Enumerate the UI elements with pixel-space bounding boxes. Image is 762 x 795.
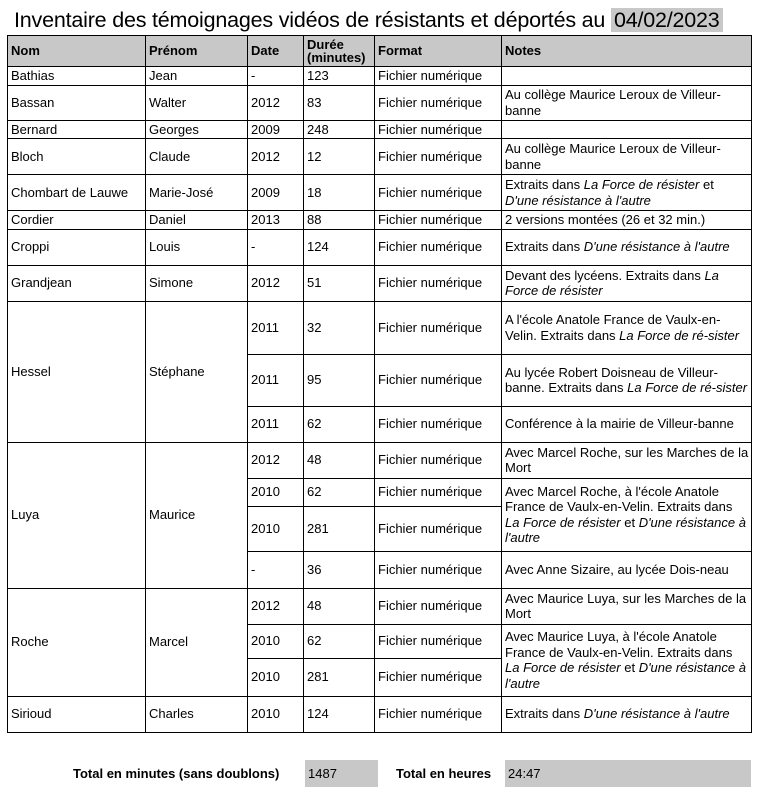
cell-duree: 123 [304,67,375,86]
total-heures-value: 24:47 [505,760,751,787]
cell-nom: Hessel [8,301,146,442]
cell-format: Fichier numérique [375,120,502,139]
notes-title: D'une résistance à l'autre [505,192,651,208]
header-duree [304,36,375,67]
cell-prenom: Daniel [146,211,248,230]
table-row [8,120,752,139]
notes-text: Extraits dans [505,177,584,192]
cell-date: - [248,67,304,86]
table-row [8,301,752,354]
cell-duree: 88 [304,211,375,230]
cell-format: Fichier numérique [375,211,502,230]
header-duree-line2: (minutes) [307,50,366,65]
cell-format: Fichier numérique [375,301,502,354]
cell-format: Fichier numérique [375,175,502,211]
cell-duree: 124 [304,229,375,265]
cell-date: 2012 [248,588,304,624]
cell-prenom: Marie-José [146,175,248,211]
table-row [8,588,752,624]
table-row [8,696,752,732]
notes-title: D'une résistance à l'autre [583,706,730,722]
cell-notes [502,120,752,139]
cell-duree: 281 [304,506,375,551]
cell-duree: 62 [304,406,375,442]
cell-notes: Conférence à la mairie de Villeur-banne [502,406,752,442]
cell-prenom: Stéphane [146,301,248,442]
cell-notes [502,175,752,211]
cell-nom: Luya [8,442,146,588]
notes-text: Devant des lycéens. Extraits dans [505,267,705,283]
table-row [8,139,752,175]
cell-nom: Bassan [8,85,146,120]
notes-title: La Force de résister [505,267,719,298]
cell-duree: 48 [304,442,375,478]
cell-notes [502,354,752,406]
cell-duree: 36 [304,551,375,588]
cell-prenom: Claude [146,139,248,175]
cell-date: 2010 [248,506,304,551]
title-date: 04/02/2023 [611,8,723,32]
cell-duree: 83 [304,85,375,120]
cell-notes [502,696,752,732]
cell-format: Fichier numérique [375,67,502,86]
notes-text: Au lycée Robert Doisneau de Villeur-banne. Extraits dans [505,364,718,395]
inventory-table [7,35,752,733]
header-duree-line1: Durée [307,37,344,52]
notes-title: La Force de ré-sister [619,327,740,343]
cell-duree: 32 [304,301,375,354]
cell-notes: Avec Anne Sizaire, au lycée Dois-neau [502,551,752,588]
notes-text: et [699,177,714,192]
cell-nom: Grandjean [8,265,146,301]
cell-nom: Cordier [8,211,146,230]
cell-nom: Bathias [8,67,146,86]
cell-prenom: Maurice [146,442,248,588]
cell-date: 2009 [248,120,304,139]
header-date: Date [248,36,304,67]
notes-title: D'une résistance à l'autre [505,660,746,691]
cell-format: Fichier numérique [375,696,502,732]
notes-text: Extraits dans [505,239,584,255]
total-minutes-label: Total en minutes (sans doublons) [73,766,280,781]
cell-date: 2009 [248,175,304,211]
cell-format: Fichier numérique [375,85,502,120]
cell-date: 2012 [248,139,304,175]
cell-format: Fichier numérique [375,229,502,265]
cell-duree: 248 [304,120,375,139]
notes-title: D'une résistance à l'autre [583,239,730,255]
cell-notes: 2 versions montées (26 et 32 min.) [502,211,752,230]
cell-date: 2011 [248,301,304,354]
notes-text: Avec Maurice Luya, à l'école Anatole France de Vaulx-en-Velin. Extraits dans [505,629,733,660]
cell-duree: 124 [304,696,375,732]
cell-nom: Chombart de Lauwe [8,175,146,211]
cell-notes: Au collège Maurice Leroux de Villeur-banne [502,85,752,120]
cell-nom: Sirioud [8,696,146,732]
cell-duree: 95 [304,354,375,406]
notes-text: Avec Marcel Roche, à l'école Anatole France de Vaulx-en-Velin. Extraits dans [505,483,733,514]
cell-format: Fichier numérique [375,624,502,658]
notes-title: La Force de résister [505,660,621,675]
header-nom: Nom [8,36,146,67]
cell-notes [502,265,752,301]
table-row [8,175,752,211]
cell-prenom: Walter [146,85,248,120]
cell-prenom: Jean [146,67,248,86]
cell-notes [502,301,752,354]
cell-date: 2010 [248,696,304,732]
notes-title: La Force de résister [583,177,700,192]
cell-nom: Bloch [8,139,146,175]
cell-date: 2010 [248,478,304,506]
cell-format: Fichier numérique [375,506,502,551]
cell-format: Fichier numérique [375,265,502,301]
cell-format: Fichier numérique [375,354,502,406]
notes-text: A l'école Anatole France de Vaulx-en-Velin. Extraits dans [505,312,721,343]
cell-date: 2010 [248,658,304,696]
cell-notes: Au collège Maurice Leroux de Villeur-banne [502,139,752,175]
cell-date: - [248,229,304,265]
cell-format: Fichier numérique [375,406,502,442]
cell-nom: Roche [8,588,146,696]
cell-format: Fichier numérique [375,588,502,624]
cell-prenom: Louis [146,229,248,265]
table-row [8,85,752,120]
notes-text: et [620,660,639,675]
cell-date: 2012 [248,265,304,301]
title-text: Inventaire des témoignages vidéos de résistants et déportés au [14,8,606,32]
table-row [8,229,752,265]
header-notes: Notes [502,36,752,67]
cell-prenom: Marcel [146,588,248,696]
cell-duree: 18 [304,175,375,211]
notes-title: La Force de ré-sister [627,380,748,395]
notes-title: La Force de résister [505,514,621,530]
cell-notes [502,624,752,696]
cell-prenom: Charles [146,696,248,732]
cell-date: 2011 [248,406,304,442]
cell-format: Fichier numérique [375,658,502,696]
cell-date: 2011 [248,354,304,406]
cell-notes [502,67,752,86]
cell-format: Fichier numérique [375,139,502,175]
cell-format: Fichier numérique [375,478,502,506]
cell-nom: Croppi [8,229,146,265]
cell-nom: Bernard [8,120,146,139]
table-row [8,442,752,478]
cell-prenom: Simone [146,265,248,301]
cell-notes: Avec Maurice Luya, sur les Marches de la Mort [502,588,752,624]
cell-duree: 62 [304,478,375,506]
cell-format: Fichier numérique [375,551,502,588]
cell-date: 2010 [248,624,304,658]
cell-format: Fichier numérique [375,442,502,478]
cell-duree: 281 [304,658,375,696]
cell-date: 2012 [248,85,304,120]
cell-prenom: Georges [146,120,248,139]
cell-notes [502,478,752,551]
table-row [8,265,752,301]
cell-notes: Avec Marcel Roche, sur les Marches de la Mort [502,442,752,478]
total-minutes-value: 1487 [305,760,378,787]
header-format: Format [375,36,502,67]
cell-date: - [248,551,304,588]
cell-duree: 48 [304,588,375,624]
header-prenom: Prénom [146,36,248,67]
page-title [14,4,758,36]
cell-notes [502,229,752,265]
cell-duree: 12 [304,139,375,175]
notes-text: Extraits dans [505,706,584,722]
table-header-row [8,36,752,67]
cell-duree: 62 [304,624,375,658]
cell-date: 2013 [248,211,304,230]
notes-title: D'une résistance à l'autre [505,514,746,545]
notes-text: et [620,514,639,530]
cell-duree: 51 [304,265,375,301]
table-row [8,67,752,86]
total-heures-label: Total en heures [396,766,492,781]
table-row [8,211,752,230]
cell-date: 2012 [248,442,304,478]
